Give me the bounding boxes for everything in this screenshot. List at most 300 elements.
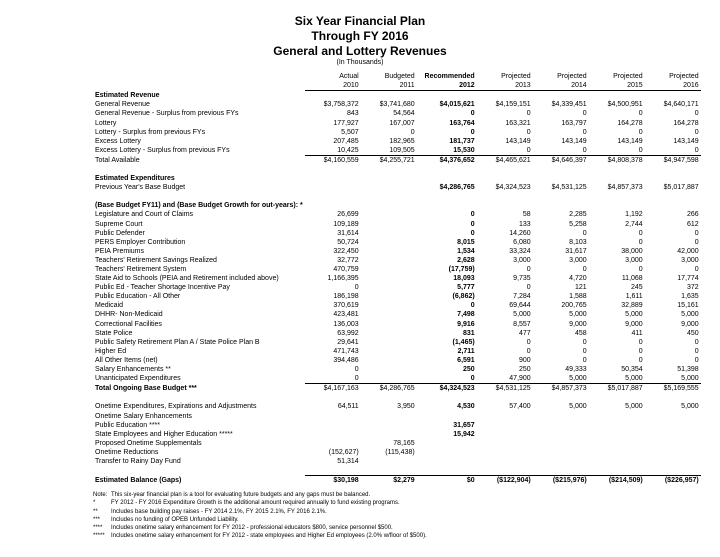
cell-value: 0	[694, 238, 699, 246]
cell-value: 163,764	[449, 119, 475, 127]
cell-value: $4,857,373	[551, 385, 587, 393]
row-label: Legislature and Court of Claims	[95, 211, 194, 219]
cell-value: 0	[694, 110, 699, 118]
cell-value	[361, 165, 417, 174]
footnote-text: Includes onetime salary enhancement for FY 2012 - professional educators $800, service personnel $500.	[111, 525, 393, 532]
cell-value	[533, 192, 589, 201]
table-row	[93, 247, 701, 256]
row-label: General Revenue - Surplus from previous FYs	[95, 110, 239, 118]
section-row	[93, 476, 701, 486]
cell-value	[477, 430, 533, 439]
table-row	[93, 183, 701, 192]
cell-value	[589, 439, 645, 448]
cell-value: 0	[305, 374, 361, 384]
row-label: All Other Items (net)	[95, 356, 158, 364]
cell-value	[533, 439, 589, 448]
cell-value: 2,744	[625, 220, 643, 228]
row-label: Higher Ed	[95, 347, 127, 355]
table-row	[93, 256, 701, 265]
cell-value	[361, 320, 417, 329]
spacer-row	[93, 165, 701, 174]
footnote-text: FY 2012 - FY 2016 Expenditure Growth is the additional amount required annually to fund existing programs.	[111, 500, 400, 507]
cell-value	[589, 201, 645, 210]
table-row	[93, 421, 701, 430]
cell-value: 57,400	[509, 403, 531, 411]
table-row	[93, 338, 701, 347]
cell-value	[645, 192, 701, 201]
footnote-text: Includes no funding of OPEB Unfunded Liability.	[111, 516, 239, 523]
cell-value: $4,324,523	[495, 184, 531, 192]
cell-value: 5,000	[513, 311, 531, 319]
cell-value: 0	[582, 229, 587, 237]
cell-value	[477, 439, 533, 448]
row-label: Estimated Balance (Gaps)	[95, 476, 182, 484]
cell-value	[477, 393, 533, 402]
row-label: Lottery - Surplus from previous FYs	[95, 128, 206, 136]
page-subtitle: Through FY 2016	[311, 29, 409, 43]
cell-value: (1,465)	[452, 338, 475, 346]
row-label	[93, 192, 305, 201]
cell-value: 9,916	[457, 320, 475, 328]
cell-value: $4,500,951	[607, 101, 643, 109]
cell-value: $4,255,721	[379, 156, 415, 164]
cell-value: $30,198	[305, 476, 361, 486]
cell-value: 0	[638, 338, 643, 346]
cell-value	[361, 310, 417, 319]
cell-value: 78,165	[393, 439, 415, 447]
cell-value	[361, 183, 417, 192]
cell-value: 200,765	[561, 302, 587, 310]
spacer-row	[93, 192, 701, 201]
cell-value: 0	[694, 229, 699, 237]
row-label: Supreme Court	[95, 220, 143, 228]
cell-value: 5,000	[625, 403, 643, 411]
cell-value: 1,192	[625, 211, 643, 219]
cell-value: $4,808,378	[607, 156, 643, 164]
cell-value	[417, 165, 477, 174]
cell-value	[361, 238, 417, 247]
cell-value	[589, 174, 645, 183]
footnote	[93, 516, 427, 524]
footnotes	[93, 491, 427, 541]
cell-value	[417, 466, 477, 476]
cell-value: 42,000	[677, 247, 699, 255]
table-row	[93, 430, 701, 439]
cell-value: 372	[687, 284, 699, 292]
cell-value: 33,324	[509, 247, 531, 255]
row-label: State Aid to Schools (PEIA and Retirement included above)	[95, 275, 279, 283]
cell-value: 0	[470, 128, 475, 136]
cell-value: 177,927	[333, 119, 359, 127]
cell-value: 5,000	[569, 403, 587, 411]
row-label: PERS Employer Contribution	[95, 238, 186, 246]
cell-value: 0	[470, 229, 475, 237]
cell-value: 133	[519, 220, 531, 228]
cell-value: 5,000	[625, 311, 643, 319]
cell-value	[361, 365, 417, 374]
footnote-mark: ****	[93, 525, 103, 532]
row-label: Estimated Expenditures	[95, 175, 175, 183]
row-label: Public Safety Retirement Plan A / State Police Plan B	[95, 338, 260, 346]
row-label: Salary Enhancements **	[95, 366, 171, 374]
cell-value: 38,000	[621, 247, 643, 255]
col-header-top: Projected	[501, 72, 531, 80]
cell-value: 8,557	[513, 320, 531, 328]
cell-value	[361, 210, 417, 219]
cell-value: $3,758,372	[323, 101, 359, 109]
cell-value: 0	[694, 128, 699, 136]
page-title: Six Year Financial Plan	[294, 14, 426, 28]
row-label: State Employees and Higher Education *****	[95, 430, 233, 438]
table-row	[93, 210, 701, 219]
col-header-year: 2011	[361, 81, 417, 91]
cell-value: 14,260	[509, 229, 531, 237]
footnote	[93, 499, 427, 507]
footnote	[93, 532, 427, 540]
cell-value: 11,068	[621, 275, 643, 283]
footnote-text: This six-year financial plan is a tool for evaluating future budgets and any gaps must be balanced.	[111, 492, 371, 498]
cell-value	[305, 411, 361, 420]
cell-value: 6,591	[457, 356, 475, 364]
page-subtitle-revenues: General and Lottery Revenues	[273, 44, 447, 58]
cell-value: 0	[470, 110, 475, 118]
cell-value	[477, 201, 533, 210]
cell-value: 7,284	[513, 293, 531, 301]
cell-value: $5,169,555	[663, 385, 699, 393]
cell-value: 64,511	[337, 403, 359, 411]
cell-value	[361, 220, 417, 229]
cell-value: $4,015,621	[439, 101, 475, 109]
table-row	[93, 274, 701, 283]
cell-value: 51,398	[677, 366, 699, 374]
table-row	[93, 146, 701, 156]
cell-value: 0	[638, 238, 643, 246]
table-row	[93, 320, 701, 329]
col-header-top: Recommended	[424, 72, 475, 80]
row-label	[93, 393, 305, 402]
cell-value: 17,774	[677, 275, 699, 283]
footnote-text: Includes base building pay raises - FY 2014 2.1%, FY 2015 2.1%, FY 2016 2.1%.	[111, 508, 327, 515]
col-header-year: 2012	[417, 81, 477, 91]
cell-value	[645, 448, 701, 457]
table-body	[93, 91, 701, 486]
cell-value: 143,149	[673, 137, 699, 145]
cell-value: 843	[347, 110, 359, 118]
row-label: General Revenue	[95, 101, 150, 109]
cell-value	[361, 466, 417, 476]
cell-value: 0	[477, 146, 533, 156]
cell-value: 8,015	[457, 238, 475, 246]
cell-value: 163,797	[561, 119, 587, 127]
row-label: Excess Lottery	[95, 137, 141, 145]
row-label: Onetime Salary Enhancements	[95, 412, 192, 420]
cell-value	[477, 448, 533, 457]
cell-value: 0	[526, 266, 531, 274]
cell-value: 9,000	[569, 320, 587, 328]
cell-value: 6,080	[513, 238, 531, 246]
cell-value: 0	[582, 338, 587, 346]
cell-value: 450	[687, 329, 699, 337]
cell-value: 1,611	[625, 293, 643, 301]
table-row	[93, 301, 701, 310]
cell-value: $4,159,151	[495, 101, 531, 109]
financial-plan-table	[93, 72, 701, 485]
table-row	[93, 374, 701, 384]
row-label: Transfer to Rainy Day Fund	[95, 457, 181, 465]
table-row	[93, 283, 701, 292]
cell-value: 9,000	[625, 320, 643, 328]
cell-value: ($122,904)	[477, 476, 533, 486]
row-label: Total Ongoing Base Budget ***	[95, 384, 197, 392]
cell-value	[645, 439, 701, 448]
cell-value: 15,942	[453, 430, 475, 438]
cell-value: $4,160,559	[323, 156, 359, 164]
cell-value: 5,000	[681, 403, 699, 411]
cell-value: 477	[519, 329, 531, 337]
cell-value	[477, 192, 533, 201]
cell-value: 0	[410, 128, 415, 136]
cell-value: 1,166,395	[327, 275, 359, 283]
cell-value	[533, 165, 589, 174]
cell-value: 9,735	[513, 275, 531, 283]
row-label: Public Education ****	[95, 421, 160, 429]
cell-value: 143,149	[561, 137, 587, 145]
cell-value	[361, 347, 417, 356]
cell-value: 143,149	[505, 137, 531, 145]
table-row	[93, 265, 701, 274]
footnote-mark: **	[93, 508, 98, 515]
table-row	[93, 347, 701, 356]
row-label: State Police	[95, 329, 133, 337]
cell-value: 5,507	[341, 128, 359, 136]
cell-value: 207,485	[333, 137, 359, 145]
cell-value: 0	[638, 128, 643, 136]
cell-value: (17,759)	[448, 266, 475, 274]
col-header-year: 2015	[589, 81, 645, 91]
cell-value: 0	[526, 338, 531, 346]
cell-value	[645, 174, 701, 183]
cell-value: 143,149	[617, 137, 643, 145]
table-row	[93, 411, 701, 420]
table-row	[93, 329, 701, 338]
table-row	[93, 118, 701, 127]
row-label: Teachers' Retirement System	[95, 266, 187, 274]
footnote	[93, 508, 427, 516]
row-label	[93, 466, 305, 476]
cell-value: 4,530	[457, 403, 475, 411]
cell-value	[533, 457, 589, 466]
cell-value	[361, 421, 417, 430]
row-label: Public Education - All Other	[95, 293, 181, 301]
section-row	[93, 174, 701, 183]
cell-value: $5,017,887	[663, 184, 699, 192]
cell-value	[361, 247, 417, 256]
cell-value: 0	[533, 146, 589, 156]
cell-value: 423,481	[333, 311, 359, 319]
cell-value	[361, 329, 417, 338]
spacer-row	[93, 393, 701, 402]
table-row	[93, 109, 701, 118]
cell-value: 5,000	[681, 311, 699, 319]
cell-value: $5,017,887	[607, 385, 643, 393]
cell-value	[305, 439, 361, 448]
table-row	[93, 292, 701, 301]
cell-value	[361, 283, 417, 292]
cell-value: 63,992	[337, 329, 359, 337]
footnote	[93, 491, 427, 499]
cell-value: 51,314	[337, 457, 359, 465]
cell-value	[589, 411, 645, 420]
cell-value: $4,465,621	[495, 156, 531, 164]
cell-value	[305, 174, 361, 183]
col-header-top: Projected	[669, 72, 699, 80]
cell-value: 32,889	[621, 302, 643, 310]
cell-value	[305, 466, 361, 476]
cell-value: 0	[526, 128, 531, 136]
cell-value: $0	[417, 476, 477, 486]
cell-value: 109,505	[361, 146, 417, 156]
cell-value: 1,534	[457, 247, 475, 255]
cell-value	[589, 457, 645, 466]
cell-value	[533, 201, 589, 210]
cell-value	[477, 165, 533, 174]
footnote-mark: *	[93, 500, 96, 507]
cell-value	[477, 411, 533, 420]
section-row	[93, 201, 701, 210]
cell-value	[361, 192, 417, 201]
cell-value: 164,278	[617, 119, 643, 127]
cell-value: 0	[526, 284, 531, 292]
cell-value: 3,000	[681, 256, 699, 264]
cell-value	[361, 229, 417, 238]
cell-value: 250	[463, 366, 475, 374]
cell-value: 0	[645, 146, 701, 156]
footnote-mark: Note:	[93, 492, 108, 498]
cell-value: 0	[470, 302, 475, 310]
cell-value: 831	[463, 329, 475, 337]
cell-value	[533, 430, 589, 439]
row-label: Unanticipated Expenditures	[95, 375, 181, 383]
cell-value: 50,354	[621, 366, 643, 374]
cell-value	[533, 466, 589, 476]
cell-value: 3,950	[397, 403, 415, 411]
row-label	[93, 165, 305, 174]
cell-value: 3,000	[513, 256, 531, 264]
cell-value	[361, 338, 417, 347]
cell-value: 10,425	[305, 146, 361, 156]
cell-value: 0	[638, 347, 643, 355]
col-header-top: Budgeted	[384, 72, 415, 80]
cell-value: 0	[417, 374, 477, 384]
cell-value	[645, 201, 701, 210]
cell-value	[589, 192, 645, 201]
table-row	[93, 365, 701, 374]
cell-value: ($215,976)	[533, 476, 589, 486]
cell-value	[533, 411, 589, 420]
cell-value	[305, 393, 361, 402]
cell-value: 370,619	[333, 302, 359, 310]
cell-value: 31,657	[453, 421, 475, 429]
cell-value	[305, 201, 361, 210]
cell-value	[533, 91, 589, 101]
row-label: Excess Lottery - Surplus from previous FYs	[95, 147, 230, 155]
cell-value: 0	[582, 347, 587, 355]
table-row	[93, 155, 701, 165]
cell-value	[417, 411, 477, 420]
cell-value: 900	[519, 356, 531, 364]
cell-value: 470,759	[333, 266, 359, 274]
col-header-top: Projected	[613, 72, 643, 80]
cell-value: $2,279	[361, 476, 417, 486]
cell-value: 0	[526, 347, 531, 355]
cell-value	[417, 174, 477, 183]
cell-value: 136,003	[333, 320, 359, 328]
cell-value: 612	[687, 220, 699, 228]
cell-value: 458	[575, 329, 587, 337]
cell-value	[589, 393, 645, 402]
cell-value: 58	[522, 211, 531, 219]
cell-value	[477, 91, 533, 101]
cell-value	[477, 421, 533, 430]
table-row	[93, 439, 701, 448]
cell-value: 394,486	[333, 356, 359, 364]
cell-value: (6,862)	[452, 293, 475, 301]
cell-value: 0	[526, 110, 531, 118]
cell-value: 49,333	[565, 366, 587, 374]
column-year-row	[93, 81, 701, 91]
cell-value	[361, 292, 417, 301]
cell-value	[417, 457, 477, 466]
cell-value: 0	[582, 110, 587, 118]
cell-value	[361, 393, 417, 402]
cell-value: 0	[638, 110, 643, 118]
cell-value: 0	[354, 366, 359, 374]
cell-value: 2,711	[457, 347, 475, 355]
cell-value	[361, 356, 417, 365]
cell-value: $4,286,765	[379, 385, 415, 393]
footnote	[93, 524, 427, 532]
row-label: Total Available	[95, 156, 140, 164]
cell-value	[361, 374, 417, 384]
cell-value: 5,000	[645, 374, 701, 384]
cell-value: 5,258	[569, 220, 587, 228]
cell-value: 0	[354, 284, 359, 292]
row-label: Medicaid	[95, 302, 124, 310]
row-label: Public Ed - Teacher Shortage Incentive Pay	[95, 284, 230, 292]
cell-value	[417, 448, 477, 457]
cell-value: 50,724	[337, 238, 359, 246]
cell-value: $4,947,598	[663, 156, 699, 164]
cell-value	[589, 421, 645, 430]
cell-value: 3,000	[569, 256, 587, 264]
cell-value	[645, 411, 701, 420]
cell-value: 182,965	[389, 137, 415, 145]
cell-value	[361, 430, 417, 439]
cell-value: 0	[470, 220, 475, 228]
footnote-text: Includes onetime salary enhancement for FY 2012 - state employees and Higher Ed employees (2.0% w/floor of $500).	[111, 533, 427, 540]
cell-value	[589, 448, 645, 457]
cell-value	[533, 421, 589, 430]
spacer-row	[93, 466, 701, 476]
cell-value	[417, 393, 477, 402]
cell-value	[305, 430, 361, 439]
cell-value: ($226,957)	[645, 476, 701, 486]
row-label: Previous Year's Base Budget	[95, 184, 186, 192]
cell-value: $4,531,125	[551, 184, 587, 192]
cell-value: 0	[638, 266, 643, 274]
row-label: Correctional Facilities	[95, 320, 162, 328]
cell-value	[589, 430, 645, 439]
